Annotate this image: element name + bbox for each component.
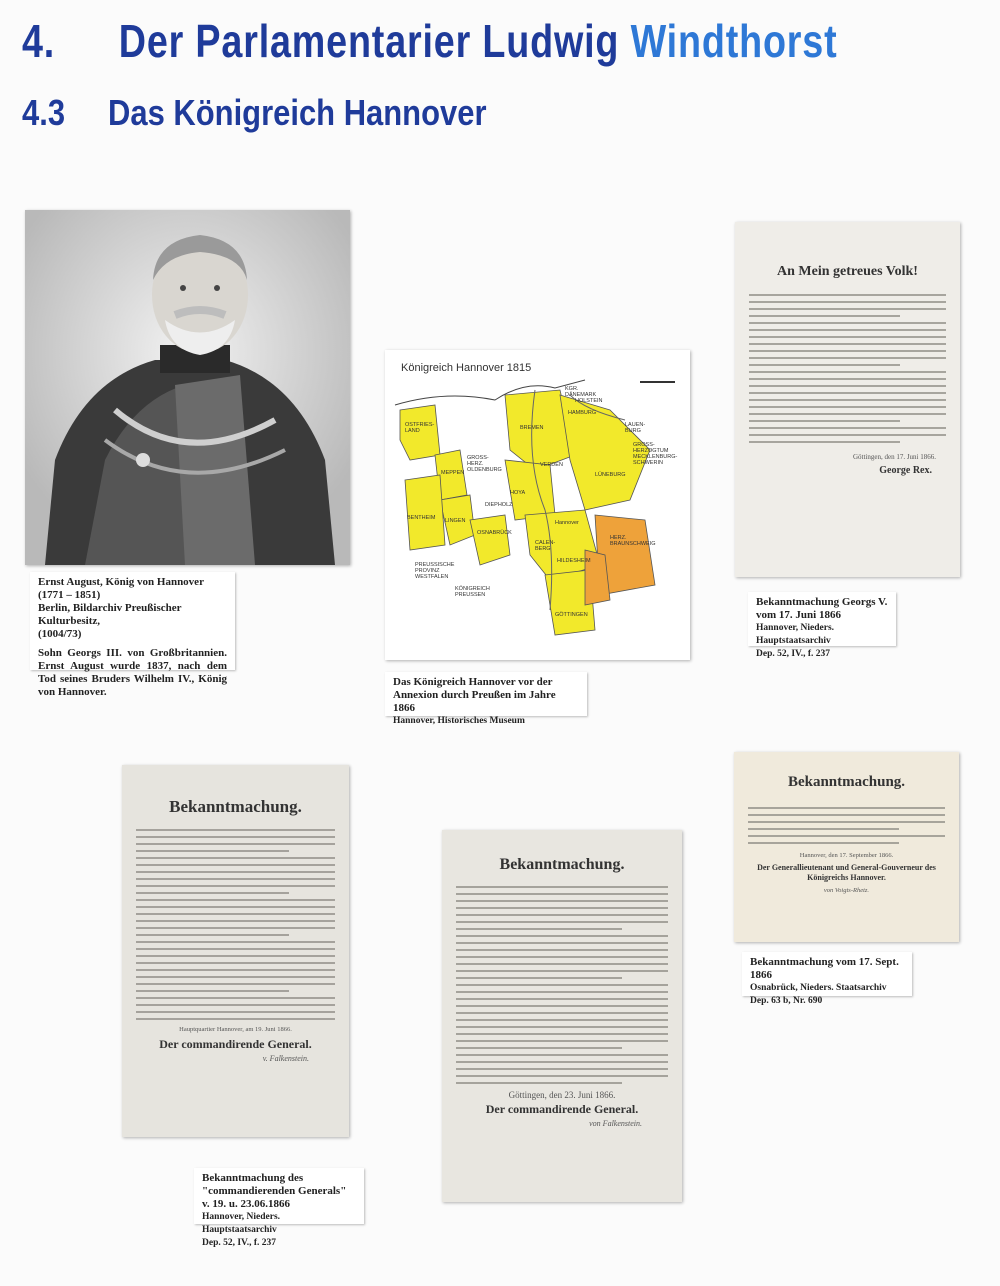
proclamation-signature: George Rex. [879,465,932,476]
map-drawing [385,350,690,660]
doc-left-place-date: Hauptquartier Hannover, am 19. Juni 1866. [179,1026,292,1033]
doc-right-signature: Der Generallieutenant und General-Gouverneur des Königreichs Hannover. [757,863,936,882]
map-label-mecklenburg: GROSS-HERZOGTUM MECKLENBURG-SCHWERIN [633,442,678,466]
subsection-number: 4.3 [22,92,66,133]
doc-right-caption-ref: Dep. 63 b, Nr. 690 [750,996,823,1006]
portrait-engraving [25,210,350,565]
map-caption [385,672,587,726]
proclamation-caption-title: Bekanntmachung Georgs V. vom 17. Juni 1866 [756,596,888,621]
map-label-hoya: HOYA [510,490,526,496]
portrait-caption-title: Ernst August, König von Hannover [38,576,204,588]
doc-right-caption-title: Bekanntmachung vom 17. Sept. 1866 [750,956,899,981]
map-label-westfalen: PREUSSISCHE PROVINZ WESTFALEN [415,562,455,580]
portrait-image [25,210,350,565]
map-label-preussen: KÖNIGREICH PREUSSEN [455,586,490,598]
doc-middle [442,830,682,1202]
map-label-daenemark: KGR. DÄNEMARK [565,386,597,398]
portrait-caption-source: Berlin, Bildarchiv Preußischer Kulturbesitz, [38,602,182,627]
map-label-holstein: HOLSTEIN [575,398,603,404]
proclamation-place-date: Göttingen, den 17. Juni 1866. [852,453,936,461]
map-label-bentheim: BENTHEIM [407,515,436,521]
proclamation-caption [748,592,896,659]
proclamation-document [735,222,960,577]
portrait-caption-text: Sohn Georgs III. von Großbritannien. Ernst August wurde 1837, nach dem Tod seines Bruders Wilhelm IV., König von Hannover. [38,647,227,698]
proclamation-caption-ref: Dep. 52, IV., f. 237 [756,649,830,659]
section-number: 4. [22,15,56,67]
section-title: Der Parlamentarier Ludwig [118,15,620,67]
doc-middle-title: Bekanntmachung. [499,856,625,873]
doc-left-caption-title: Bekanntmachung des "commandierenden Generals" v. 19. u. 23.06.1866 [202,1172,347,1210]
map-label-bremen: BREMEN [520,425,544,431]
section-title-last-word: Windthorst [630,15,838,67]
map-label-ostfriesland: OSTFRIES-LAND [405,422,435,434]
proclamation-caption-source: Hannover, Nieders. Hauptstaatsarchiv [756,623,835,646]
doc-left-caption-source: Hannover, Nieders. Hauptstaatsarchiv [202,1212,281,1235]
map-label-goettingen: GÖTTINGEN [555,612,588,618]
doc-right [734,752,959,942]
doc-right-caption [742,952,912,1006]
map-label-hannover: Hannover [555,520,579,526]
map-label-oldenburg: GROSS-HERZ. OLDENBURG [467,455,502,473]
doc-left-signature: Der commandirende General. [159,1037,312,1051]
doc-left-caption [194,1168,364,1248]
subsection-text: Das Königreich Hannover [108,92,487,133]
map-label-calenberg: CALEN-BERG [535,540,556,552]
map-label-osnabrueck: OSNABRÜCK [477,530,512,536]
map-region-bentheim [405,475,445,550]
map-label-diepholz: DIEPHOLZ [485,502,513,508]
map-region-osnabrueck [470,515,510,565]
page-title [22,14,837,68]
portrait-caption-years: (1771 – 1851) [38,589,101,601]
portrait-caption [30,572,235,698]
map-label-braunschweig: HERZ. BRAUNSCHWEIG [610,535,656,547]
map-label-hamburg: HAMBURG [568,410,597,416]
doc-right-title: Bekanntmachung. [787,774,906,790]
map-label-lauenburg: LAUEN-BURG [625,422,646,434]
doc-right-place-date: Hannover, den 17. September 1866. [799,852,894,859]
subsection-title [22,92,486,134]
map-label-lingen: LINGEN [445,518,466,524]
map-image [385,350,690,660]
doc-left-title: Bekanntmachung. [169,797,302,816]
doc-middle-signature: Der commandirende General. [485,1102,639,1116]
map-caption-source: Hannover, Historisches Museum [393,716,525,726]
doc-middle-name: von Falkenstein. [589,1119,642,1128]
doc-right-caption-source: Osnabrück, Nieders. Staatsarchiv [750,983,887,993]
map-label-hildesheim: HILDESHEIM [557,558,591,564]
proclamation-title: An Mein getreues Volk! [777,264,918,279]
map-label-lueneburg: LÜNEBURG [595,472,626,478]
map-label-meppen: MEPPEN [441,470,465,476]
doc-left-caption-ref: Dep. 52, IV., f. 237 [202,1238,276,1248]
map-title: Königreich Hannover 1815 [401,362,532,374]
portrait-caption-ref: (1004/73) [38,628,82,640]
doc-middle-place-date: Göttingen, den 23. Juni 1866. [508,1090,616,1100]
doc-right-name: von Voigts-Rhetz. [823,887,870,894]
map-caption-title: Das Königreich Hannover vor der Annexion durch Preußen im Jahre 1866 [393,676,556,714]
doc-left [122,765,349,1137]
map-label-verden: VERDEN [540,462,563,468]
doc-left-name: v. Falkenstein. [262,1054,309,1063]
